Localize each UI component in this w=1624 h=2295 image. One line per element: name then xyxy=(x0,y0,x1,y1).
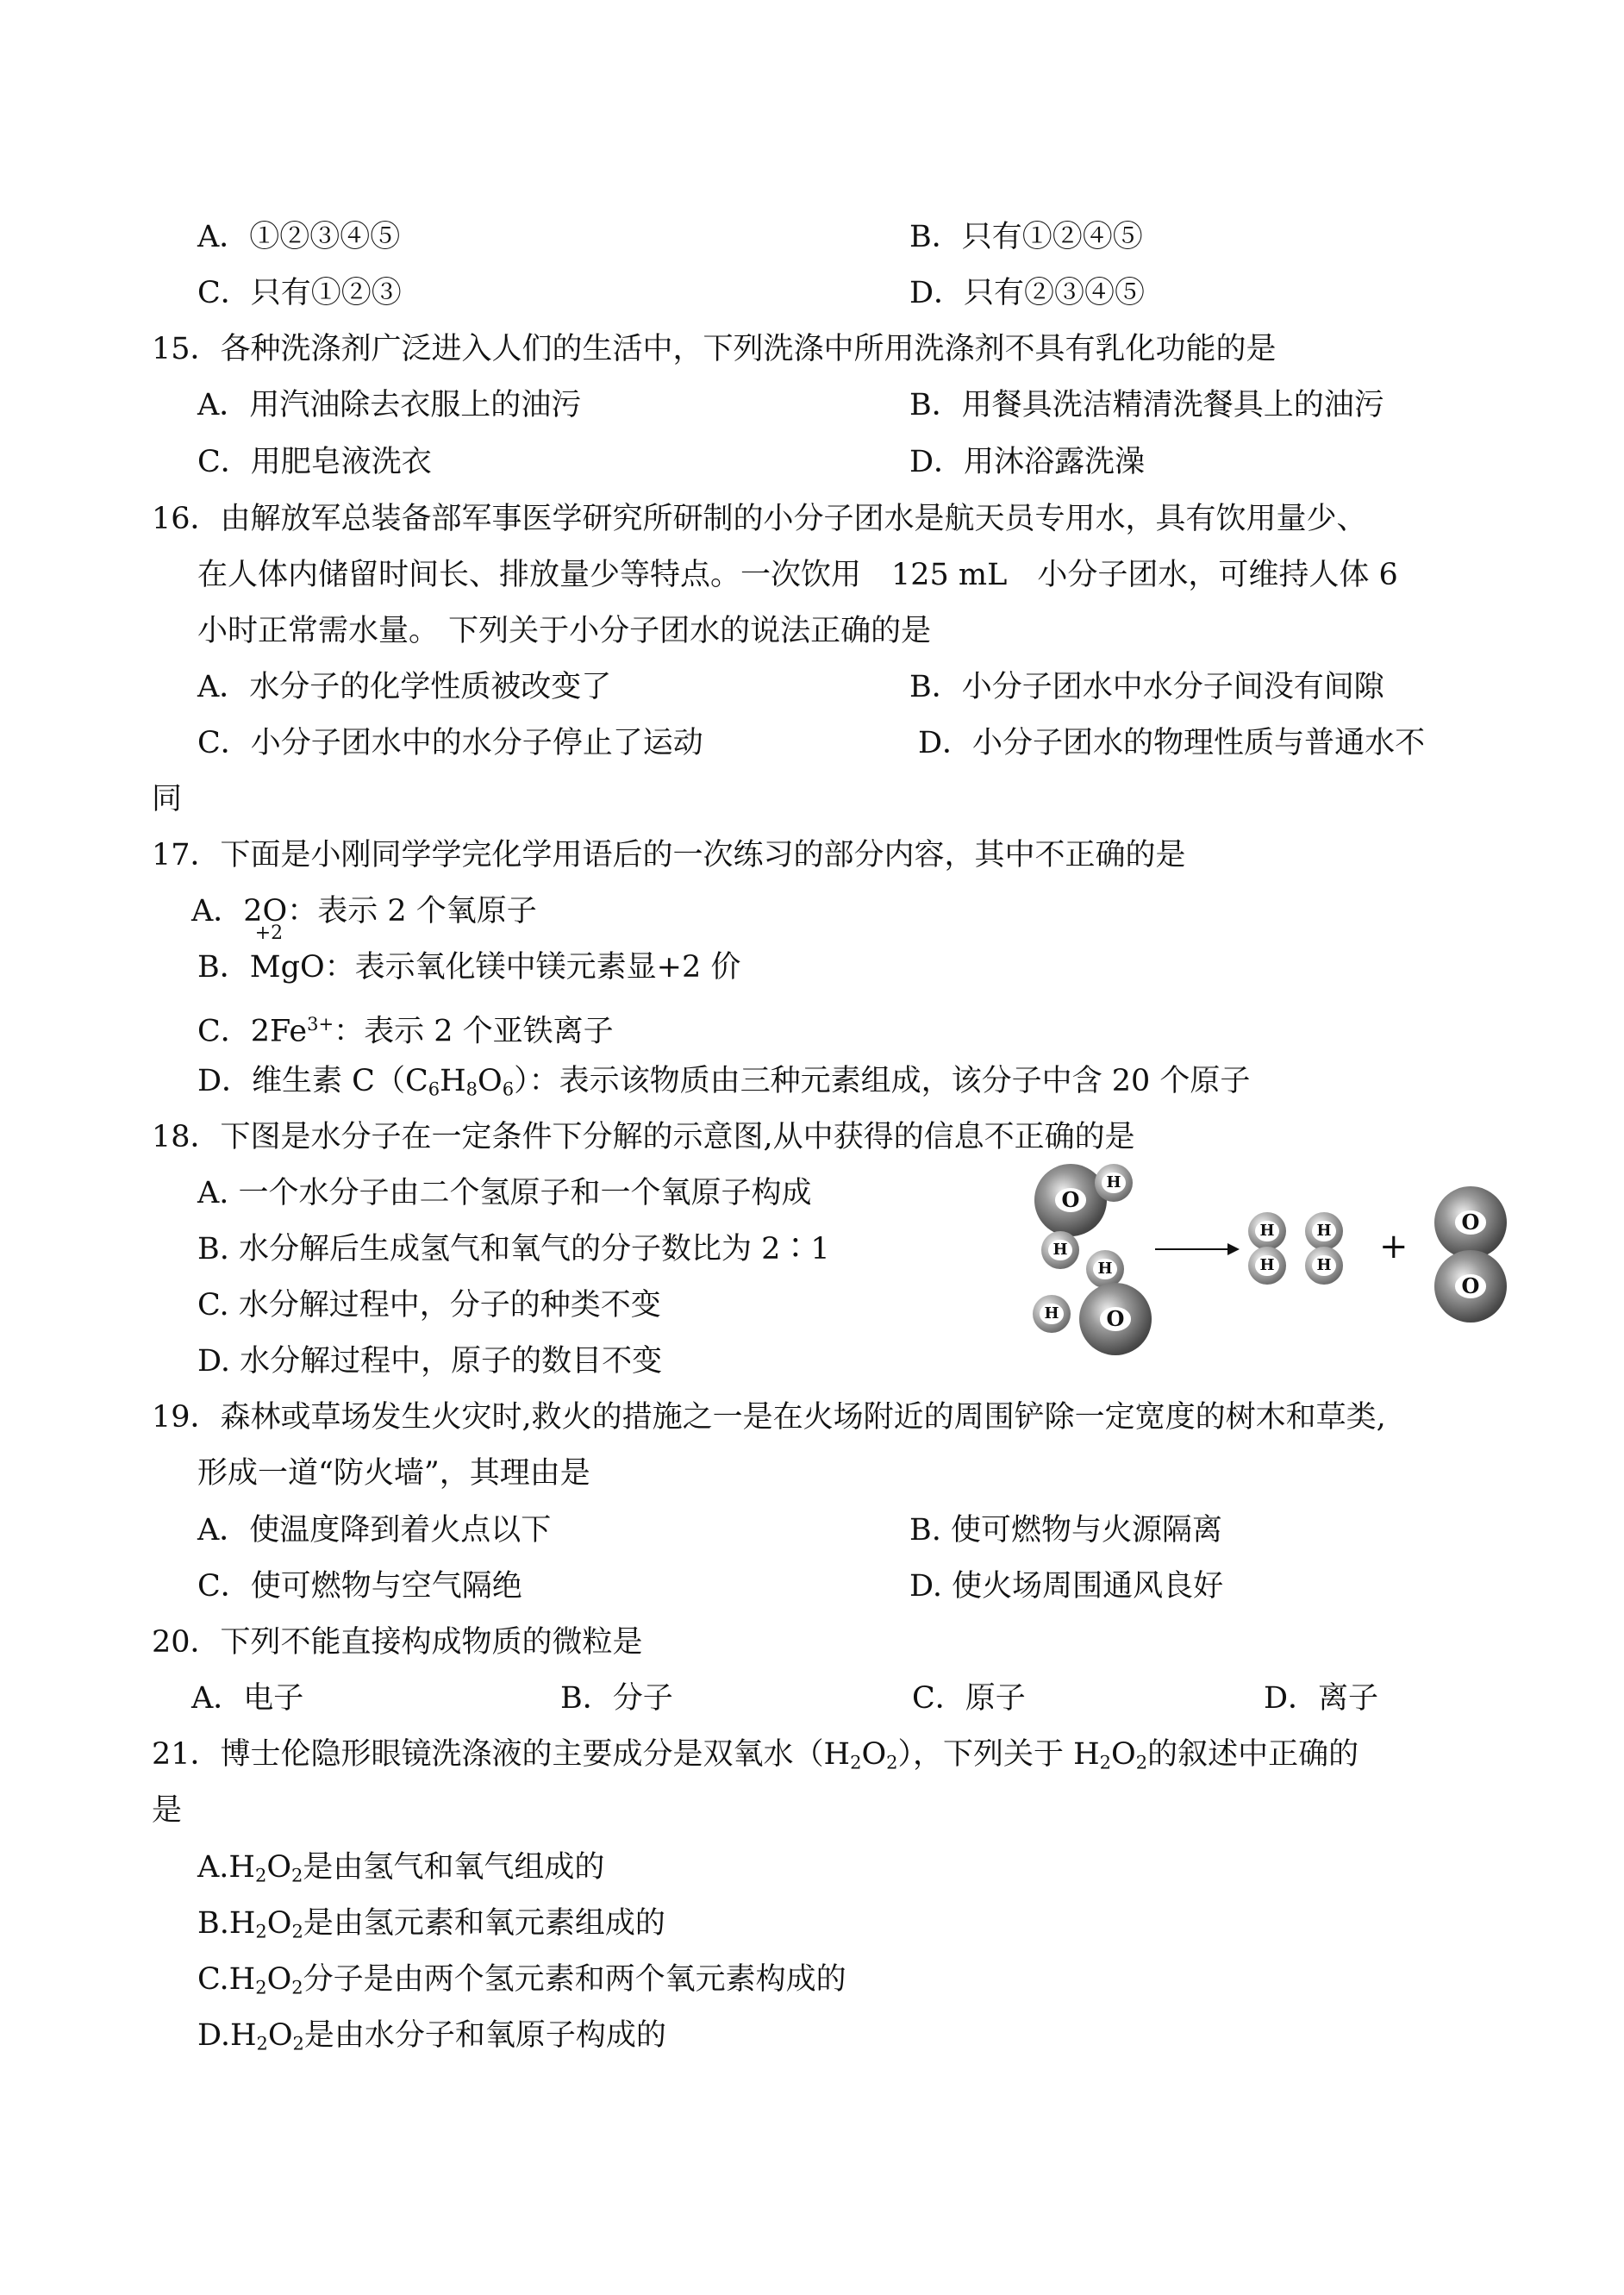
subscript: 2 xyxy=(291,1921,303,1942)
atom-label: O xyxy=(1455,1274,1487,1298)
q17-option-c-text: ：表示 2 个亚铁离子 xyxy=(334,1014,614,1049)
q21-stem-part: 的叙述中正确的 xyxy=(1147,1737,1359,1772)
q16-option-d: D．小分子团水的物理性质与普通水不 xyxy=(918,726,1426,760)
q21-stem-line1 xyxy=(152,1735,1359,1781)
q16-stem-line2: 在人体内储留时间长、排放量少等特点。一次饮用 125 mL 小分子团水，可维持人体 6 xyxy=(197,558,1398,592)
q17-option-d-prefix: D．维生素 C（C xyxy=(197,1064,428,1098)
q17-option-a: A．2O：表示 2 个氧原子 xyxy=(191,894,537,929)
q17-option-c xyxy=(197,1005,614,1051)
hydrogen-atom xyxy=(1305,1247,1343,1285)
option-part: O xyxy=(267,2018,293,2053)
q16-option-a: A．水分子的化学性质被改变了 xyxy=(197,670,612,704)
hydrogen-atom xyxy=(1095,1164,1133,1202)
q21-stem-part: ），下列关于 H xyxy=(897,1737,1100,1772)
subscript: 2 xyxy=(254,1865,267,1886)
q21-stem-part: O xyxy=(861,1737,887,1772)
reaction-arrow-icon xyxy=(1155,1248,1233,1250)
q16-stem-line3: 小时正常需水量。 下列关于小分子团水的说法正确的是 xyxy=(197,614,932,648)
q19-stem-line1: 19．森林或草场发生火灾时,救火的措施之一是在火场附近的周围铲除一定宽度的树木和草类, xyxy=(152,1400,1386,1435)
h-subscript: 8 xyxy=(465,1079,478,1100)
q19-option-b: B. 使可燃物与火源隔离 xyxy=(909,1513,1222,1548)
plus-sign: + xyxy=(1379,1227,1409,1266)
hydrogen-atom xyxy=(1248,1212,1286,1250)
atom-label: H xyxy=(1255,1255,1278,1276)
option-part: 分子是由两个氢元素和两个氧元素构成的 xyxy=(303,1962,846,1997)
q15-option-c: C．用肥皂液洗衣 xyxy=(197,445,432,479)
q18-option-c: C. 水分解过程中，分子的种类不变 xyxy=(197,1288,661,1323)
atom-label: H xyxy=(1093,1259,1116,1279)
q17-option-b-prefix: B． xyxy=(197,950,250,985)
subscript: 2 xyxy=(256,2033,268,2054)
hydrogen-atom xyxy=(1041,1231,1079,1269)
option-part: O xyxy=(266,1850,292,1885)
arrow-head xyxy=(1227,1243,1240,1255)
hydrogen-atom xyxy=(1033,1295,1071,1333)
subscript: 2 xyxy=(255,1921,267,1942)
q14-option-b: B．只有①②④⑤ xyxy=(909,220,1143,254)
q15-stem: 15．各种洗涤剂广泛进入人们的生活中，下列洗涤中所用洗涤剂不具有乳化功能的是 xyxy=(152,332,1277,366)
fe-charge: 3+ xyxy=(307,1014,334,1035)
q18-option-d: D. 水分解过程中，原子的数目不变 xyxy=(197,1344,663,1379)
q17-option-b xyxy=(197,922,741,986)
q21-option-c xyxy=(197,1960,846,2006)
q20-option-b: B．分子 xyxy=(560,1681,673,1716)
subscript: 2 xyxy=(292,2033,304,2054)
q21-stem-line2: 是 xyxy=(152,1793,183,1828)
oxygen-atom xyxy=(1434,1186,1507,1259)
q16-stem-line1: 16．由解放军总装备部军事医学研究所研制的小分子团水是航天员专用水，具有饮用量少、 xyxy=(152,502,1367,536)
q21-option-d xyxy=(197,2017,666,2062)
q21-option-a xyxy=(197,1848,604,1894)
option-part: 是由氢气和氧气组成的 xyxy=(303,1850,605,1885)
subscript: 2 xyxy=(1135,1752,1148,1773)
option-part: O xyxy=(266,1962,292,1997)
subscript: 2 xyxy=(291,1977,303,1998)
atom-label: O xyxy=(1100,1307,1132,1331)
q18-stem: 18．下图是水分子在一定条件下分解的示意图,从中获得的信息不正确的是 xyxy=(152,1120,1135,1154)
q19-option-a: A．使温度降到着火点以下 xyxy=(197,1513,552,1548)
q20-stem: 20．下列不能直接构成物质的微粒是 xyxy=(152,1625,643,1660)
c-subscript: 6 xyxy=(428,1079,440,1100)
mgo-valence: +2 xyxy=(254,922,284,944)
option-part: A.H xyxy=(197,1850,255,1885)
atom-label: H xyxy=(1312,1255,1335,1276)
option-part: B.H xyxy=(197,1906,256,1941)
q16-option-c: C．小分子团水中的水分子停止了运动 xyxy=(197,726,703,760)
oxygen-atom xyxy=(1079,1283,1152,1355)
atom-label: H xyxy=(1102,1173,1125,1193)
hydrogen-atom xyxy=(1305,1212,1343,1250)
q14-option-a: A．①②③④⑤ xyxy=(197,220,401,254)
o-symbol: O xyxy=(478,1064,503,1098)
q14-option-d: D．只有②③④⑤ xyxy=(909,276,1146,310)
q17-option-c-prefix: C．2Fe xyxy=(197,1014,308,1049)
subscript: 2 xyxy=(886,1752,898,1773)
q16-option-b: B．小分子团水中水分子间没有间隙 xyxy=(909,670,1384,704)
oxygen-atom xyxy=(1434,1250,1507,1323)
option-part: 是由氢元素和氧元素组成的 xyxy=(303,1906,665,1941)
mgo-text: MgO xyxy=(249,950,325,985)
atom-label: H xyxy=(1255,1221,1278,1241)
q21-stem-part: 21．博士伦隐形眼镜洗涤液的主要成分是双氧水（H xyxy=(152,1737,851,1772)
q20-option-c: C．原子 xyxy=(912,1681,1026,1716)
q18-option-a: A. 一个水分子由二个氢原子和一个氧原子构成 xyxy=(197,1176,812,1210)
atom-label: H xyxy=(1048,1240,1071,1260)
atom-label: H xyxy=(1312,1221,1335,1241)
q17-stem: 17．下面是小刚同学学完化学用语后的一次练习的部分内容，其中不正确的是 xyxy=(152,838,1186,872)
option-part: O xyxy=(266,1906,292,1941)
q14-option-c: C．只有①②③ xyxy=(197,276,402,310)
q17-option-b-text: ：表示氧化镁中镁元素显+2 价 xyxy=(324,950,741,985)
mgo-formula xyxy=(249,922,325,986)
q19-stem-line2: 形成一道“防火墙”，其理由是 xyxy=(197,1456,590,1491)
water-decomposition-diagram xyxy=(1017,1155,1534,1362)
atom-label: O xyxy=(1455,1210,1487,1235)
option-part: D.H xyxy=(197,2018,257,2053)
subscript: 2 xyxy=(1099,1752,1112,1773)
q17-option-d-text: ）：表示该物质由三种元素组成，该分子中含 20 个原子 xyxy=(514,1064,1251,1098)
subscript: 2 xyxy=(255,1977,267,1998)
hydrogen-atom xyxy=(1248,1247,1286,1285)
q15-option-d: D．用沐浴露洗澡 xyxy=(909,445,1146,479)
h-symbol: H xyxy=(440,1064,466,1098)
subscript: 2 xyxy=(850,1752,862,1773)
q18-option-b: B. 水分解后生成氢气和氧气的分子数比为 2∶1 xyxy=(197,1232,830,1266)
atom-label: H xyxy=(1040,1304,1063,1324)
option-part: 是由水分子和氧原子构成的 xyxy=(303,2018,666,2053)
o-subscript: 6 xyxy=(502,1079,515,1100)
q21-option-b xyxy=(197,1904,665,1950)
q16-option-d-continued: 同 xyxy=(152,782,183,816)
subscript: 2 xyxy=(291,1865,303,1886)
q21-stem-part: O xyxy=(1111,1737,1136,1772)
atom-label: O xyxy=(1055,1188,1087,1212)
q19-option-d: D. 使火场周围通风良好 xyxy=(909,1569,1224,1604)
q17-option-d xyxy=(197,1062,1250,1108)
q15-option-b: B．用餐具洗洁精清洗餐具上的油污 xyxy=(909,388,1384,422)
q19-option-c: C．使可燃物与空气隔绝 xyxy=(197,1569,522,1604)
q20-option-d: D．离子 xyxy=(1264,1681,1379,1716)
q20-option-a: A．电子 xyxy=(191,1681,304,1716)
option-part: C.H xyxy=(197,1962,256,1997)
q15-option-a: A．用汽油除去衣服上的油污 xyxy=(197,388,582,422)
